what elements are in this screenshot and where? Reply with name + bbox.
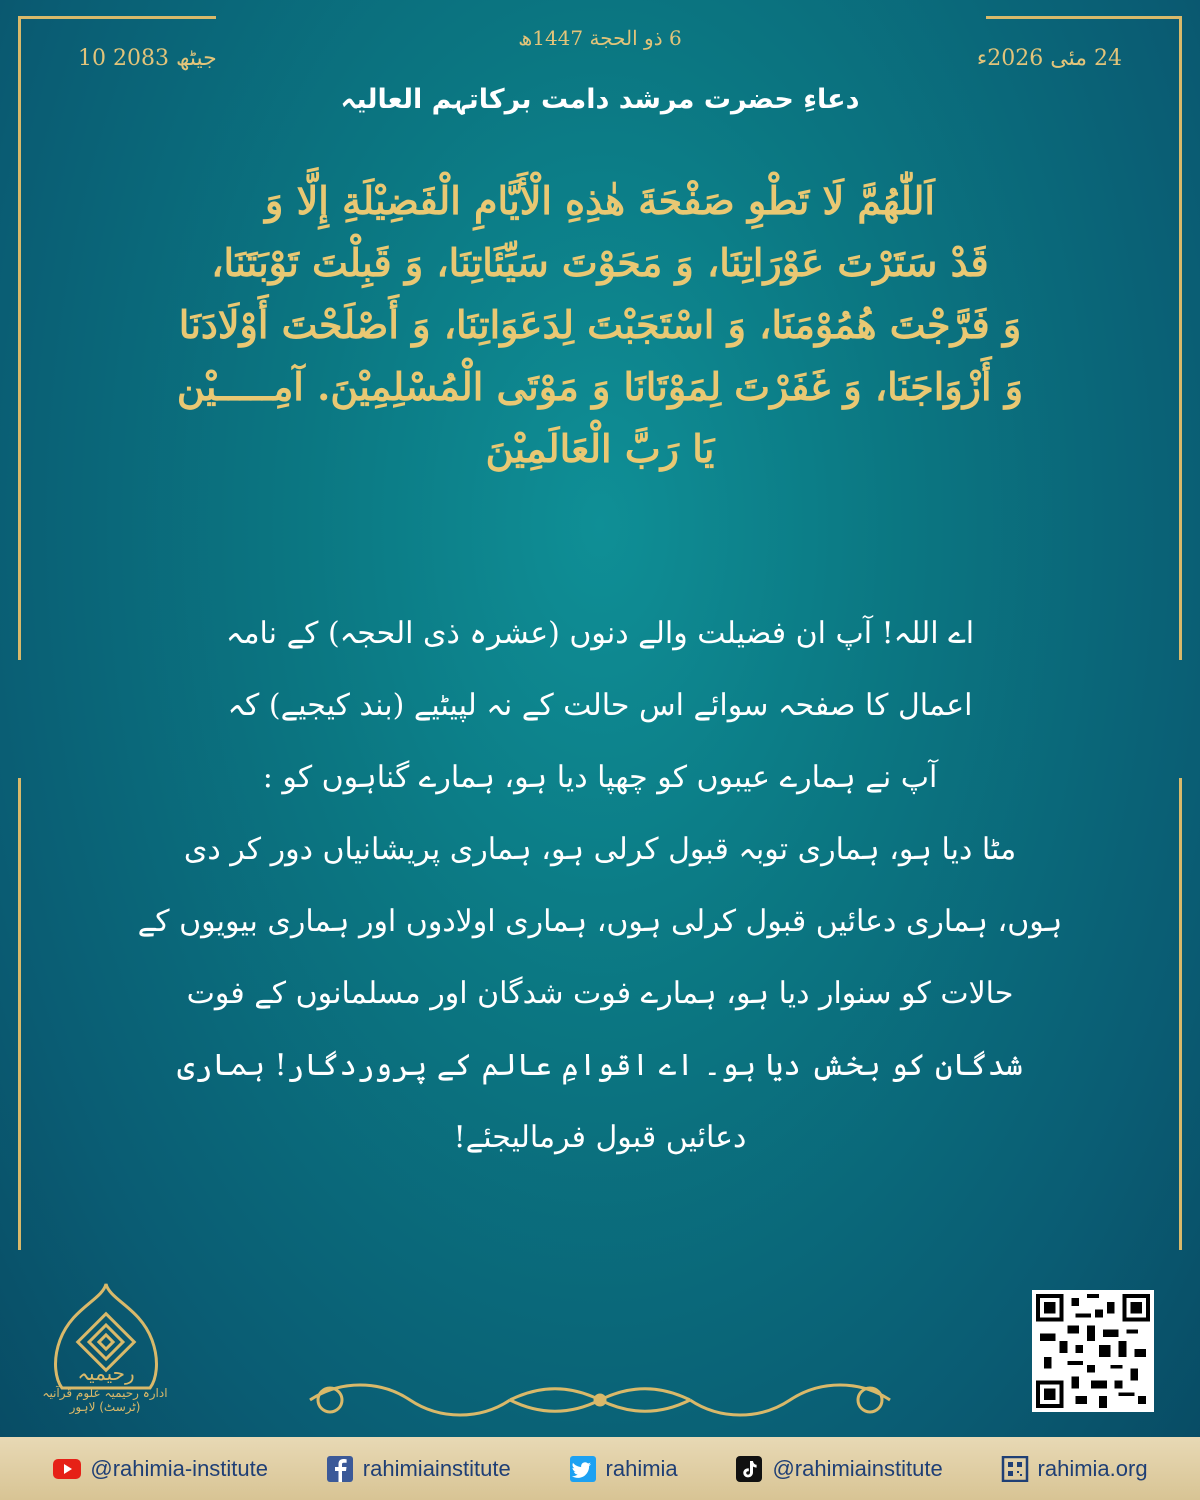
- social-footer: [0, 1437, 1200, 1500]
- frame-right-lower: [1179, 778, 1182, 1250]
- facebook-handle: rahimiainstitute: [362, 1455, 511, 1481]
- social-twitter[interactable]: [568, 1456, 678, 1482]
- frame-top-left: [18, 16, 216, 19]
- social-website[interactable]: [1000, 1456, 1148, 1482]
- urdu-line: دعائیں قبول فرمالیجئے!: [453, 1120, 747, 1155]
- arabic-dua: [140, 170, 1060, 480]
- arabic-line: يَا رَبَّ الْعَالَمِيْنَ: [485, 426, 715, 471]
- website-handle: rahimia.org: [1037, 1455, 1148, 1481]
- tiktok-handle: @rahimiainstitute: [772, 1455, 943, 1481]
- urdu-line: اے اللہ! آپ ان فضیلت والے دنوں (عشرہ ذی الحجہ) کے نامہ: [225, 616, 975, 651]
- urdu-line: حالات کو سنوار دیا ہو، ہمارے فوت شدگان اور مسلمانوں کے فوت: [186, 976, 1014, 1011]
- urdu-line: ہوں، ہماری دعائیں قبول کرلی ہوں، ہماری اولادوں اور ہماری بیویوں کے: [137, 904, 1063, 939]
- youtube-icon: [52, 1456, 82, 1482]
- urdu-line: اعمال کا صفحہ سوائے اس حالت کے نہ لپیٹیے (بند کیجیے) کہ: [227, 688, 973, 723]
- twitter-handle: rahimia: [605, 1455, 678, 1481]
- gold-ornament: [300, 1370, 900, 1430]
- facebook-icon: [325, 1456, 355, 1482]
- arabic-line: اَللّٰهُمَّ لَا تَطْوِ صَفْحَةَ هٰذِهِ الْأَيَّامِ الْفَضِيْلَةِ إِلَّا وَ: [265, 178, 935, 223]
- social-youtube[interactable]: [52, 1456, 268, 1482]
- qr-code[interactable]: [1032, 1290, 1154, 1412]
- frame-top-right: [986, 16, 1182, 19]
- urdu-line: آپ نے ہمارے عیبوں کو چھپا دیا ہو، ہمارے گناہوں کو :: [262, 760, 938, 795]
- frame-left-lower: [18, 778, 21, 1250]
- page-title: دعاءِ حضرت مرشد دامت برکاتہم العالیہ: [340, 84, 860, 115]
- website-icon: [1000, 1456, 1030, 1482]
- arabic-line: وَ فَرَّجْتَ هُمُوْمَنَا، وَ اسْتَجَبْتَ لِدَعَوَاتِنَا، وَ أَصْلَحْتَ أَوْلَادَنَا: [178, 302, 1022, 347]
- urdu-translation: [130, 598, 1070, 1174]
- urdu-line: مٹا دیا ہو، ہماری توبہ قبول کرلی ہو، ہماری پریشانیاں دور کر دی: [183, 832, 1017, 867]
- gregorian-date: 24 مئی 2026ء: [976, 46, 1122, 71]
- bikrami-date: 10 جیٹھ 2083: [78, 46, 217, 71]
- youtube-handle: @rahimia-institute: [90, 1455, 269, 1481]
- arabic-line: قَدْ سَتَرْتَ عَوْرَاتِنَا، وَ مَحَوْتَ سَيِّئَاتِنَا، وَ قَبِلْتَ تَوْبَتَنَا،: [211, 240, 989, 285]
- logo-wordmark: رحیمیہ: [77, 1361, 135, 1385]
- social-tiktok[interactable]: [734, 1456, 942, 1482]
- twitter-icon: [568, 1456, 598, 1482]
- hijri-date: 6 ذو الحجة 1447ھ: [518, 26, 682, 50]
- urdu-line: شدگان کو بخش دیا ہو۔ اے اقوامِ عالم کے پروردگار! ہماری: [177, 1048, 1023, 1083]
- logo-caption: ادارہ رحیمیہ علوم قرآنیہ (ٹرسٹ) لاہور: [42, 1386, 168, 1414]
- social-facebook[interactable]: [325, 1456, 511, 1482]
- arabic-line: وَ أَزْوَاجَنَا، وَ غَفَرْتَ لِمَوْتَانَا وَ مَوْتَى الْمُسْلِمِيْنَ. آمِـــــيْن: [176, 364, 1024, 409]
- tiktok-icon: [734, 1456, 764, 1482]
